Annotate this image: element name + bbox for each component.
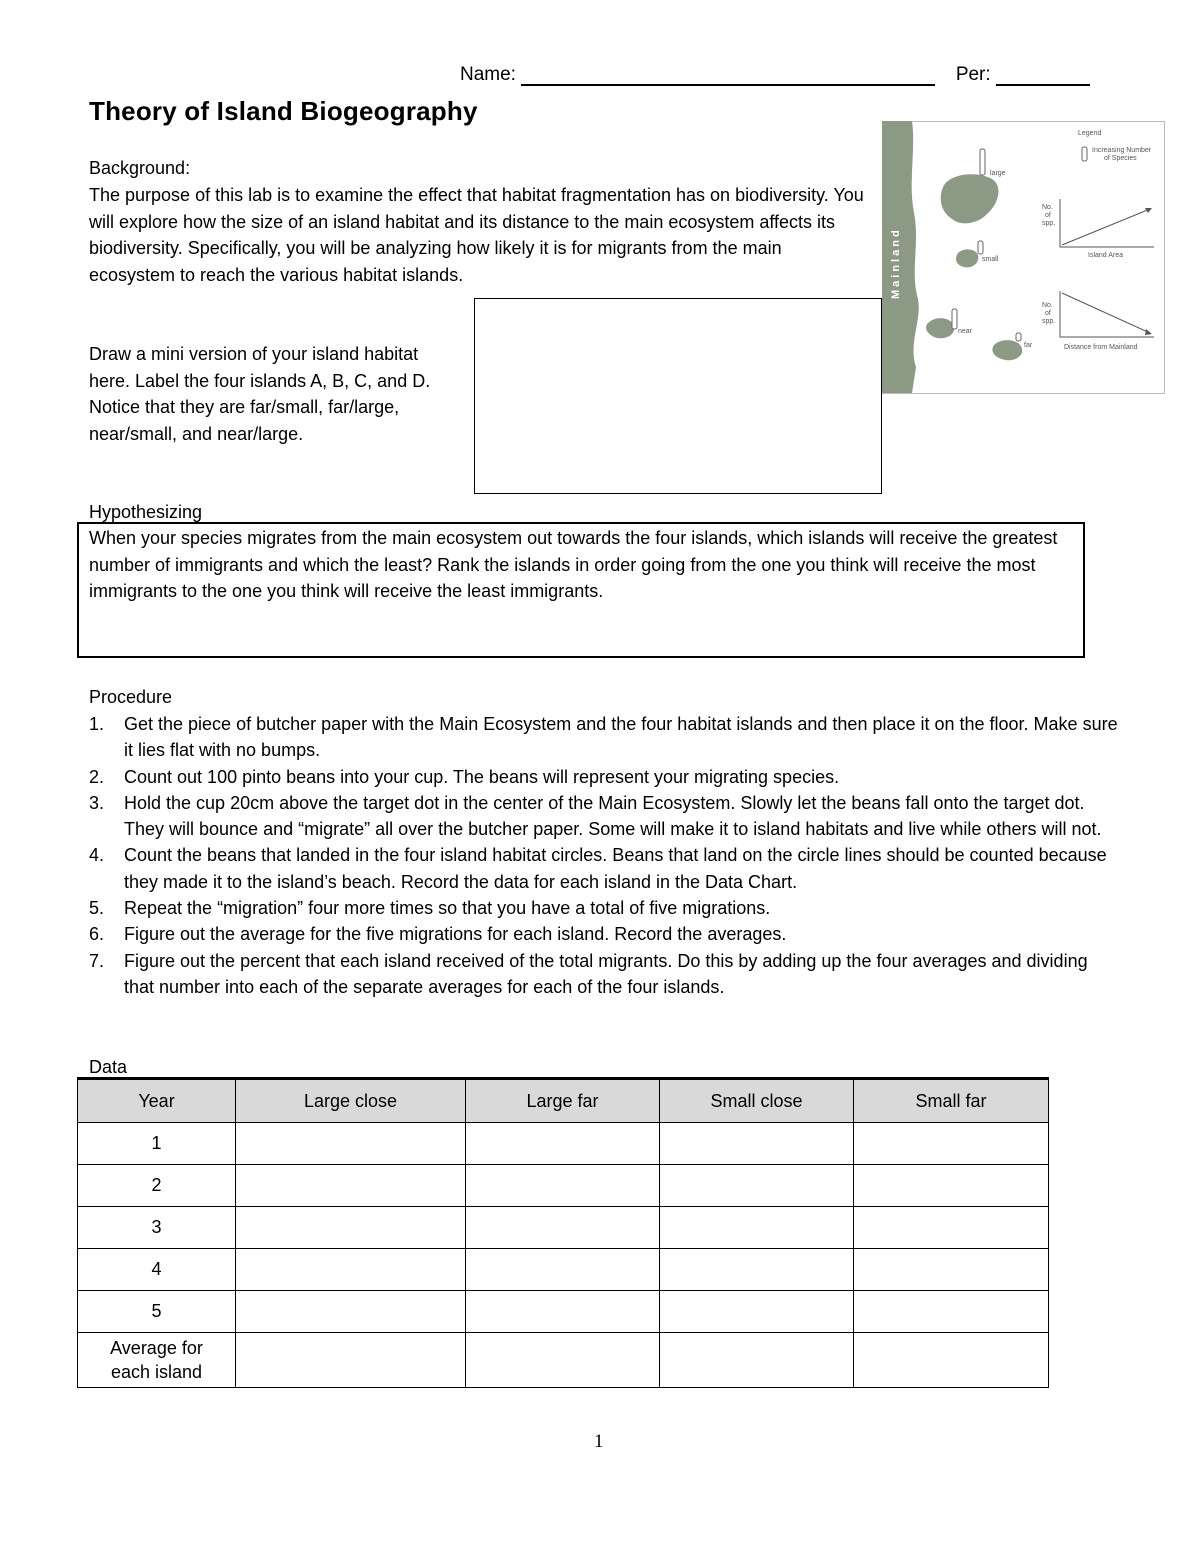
- data-cell[interactable]: [854, 1291, 1049, 1333]
- row-label: 1: [78, 1123, 236, 1165]
- table-row: [78, 1249, 1049, 1291]
- island-far-label: far: [1024, 342, 1033, 349]
- data-label: Data: [89, 1057, 128, 1077]
- table-row: [78, 1291, 1049, 1333]
- hypothesizing-label: Hypothesizing: [89, 502, 203, 522]
- graph2-ylabel-2: of: [1045, 310, 1051, 317]
- step-text: Repeat the “migration” four more times so that you have a total of five migrations.: [124, 898, 771, 919]
- species-bar-large-icon: [980, 149, 985, 175]
- data-cell[interactable]: [466, 1249, 660, 1291]
- drawing-box[interactable]: [474, 298, 882, 494]
- average-row-label: [78, 1333, 236, 1388]
- data-cell[interactable]: [660, 1123, 854, 1165]
- data-cell[interactable]: [466, 1165, 660, 1207]
- per-blank[interactable]: [996, 64, 1090, 86]
- column-header-large-far: Large far: [466, 1079, 660, 1123]
- name-blank[interactable]: [521, 64, 935, 86]
- procedure-step: [89, 948, 1119, 1001]
- island-biogeography-figure: [882, 121, 1165, 394]
- legend-bar-icon: [1082, 147, 1087, 161]
- graph1-ylabel-1: No.: [1042, 204, 1053, 211]
- procedure-step: [89, 790, 1119, 843]
- row-label: 2: [78, 1165, 236, 1207]
- data-cell[interactable]: [236, 1165, 466, 1207]
- legend-title: Legend: [1078, 130, 1102, 137]
- step-number: 4.: [89, 845, 105, 866]
- data-cell[interactable]: [854, 1123, 1049, 1165]
- page-number: 1: [594, 1431, 604, 1452]
- procedure-step: [89, 895, 1119, 921]
- column-header-small-far: Small far: [854, 1079, 1049, 1123]
- data-cell[interactable]: [466, 1123, 660, 1165]
- step-number: 2.: [89, 766, 105, 787]
- step-text: Count the beans that landed in the four island habitat circles. Beans that land on the circle lines should be counted because they made it to the island’s beach. Record the data for each island in the Data Chart.: [124, 845, 1107, 892]
- per-label: Per:: [955, 64, 991, 85]
- step-text: Get the piece of butcher paper with the Main Ecosystem and the four habitat islands and then place it on the floor. Make sure it lies flat with no bumps.: [124, 714, 1118, 761]
- background-label: Background:: [89, 158, 191, 178]
- data-cell[interactable]: [854, 1207, 1049, 1249]
- name-label: Name:: [460, 64, 516, 85]
- row-label: 4: [78, 1249, 236, 1291]
- draw-instructions: Draw a mini version of your island habitat here. Label the four islands A, B, C, and D. Notice that they are far/small, far/large, near/small, and near/large.: [89, 344, 431, 444]
- hypothesizing-text: When your species migrates from the main ecosystem out towards the four islands, which islands will receive the greatest number of immigrants and which the least? Rank the islands in order going from the one you think will receive the most immigrants to the one you think will receive the least immigrants.: [89, 528, 1058, 601]
- table-row: [78, 1165, 1049, 1207]
- average-label-line-2: each island: [110, 1362, 203, 1382]
- data-cell[interactable]: [236, 1123, 466, 1165]
- graph2-ylabel-1: No.: [1042, 302, 1053, 309]
- data-cell[interactable]: [660, 1207, 854, 1249]
- column-header-year: Year: [78, 1079, 236, 1123]
- data-cell[interactable]: [236, 1333, 466, 1388]
- procedure-step: [89, 842, 1119, 895]
- procedure-step: [89, 764, 1119, 790]
- graph1-ylabel-3: spp.: [1042, 220, 1056, 227]
- name-per-line: [460, 64, 1090, 86]
- step-number: 6.: [89, 924, 105, 945]
- table-header-row: [78, 1079, 1049, 1123]
- step-number: 7.: [89, 950, 105, 971]
- background-text: The purpose of this lab is to examine the effect that habitat fragmentation has on biodiversity. You will explore how the size of an island habitat and its distance to the main ecosystem affects its biodiversity. Specifically, you will be analyzing how likely it is for migrants from the main ecosystem to reach the various habitat islands.: [89, 185, 864, 285]
- data-cell[interactable]: [466, 1291, 660, 1333]
- average-label-line-1: Average for: [110, 1338, 203, 1358]
- data-cell[interactable]: [660, 1291, 854, 1333]
- data-cell[interactable]: [236, 1291, 466, 1333]
- island-large-label: large: [990, 170, 1006, 177]
- step-text: Hold the cup 20cm above the target dot in the center of the Main Ecosystem. Slowly let the beans fall onto the target dot. They will bounce and “migrate” all over the butcher paper. Some will make it to island habitats and live while others will not.: [124, 792, 1102, 840]
- step-number: 3.: [89, 792, 105, 813]
- row-label: 5: [78, 1291, 236, 1333]
- data-cell[interactable]: [854, 1333, 1049, 1388]
- data-cell[interactable]: [660, 1333, 854, 1388]
- procedure-label: Procedure: [89, 687, 173, 707]
- data-cell[interactable]: [854, 1249, 1049, 1291]
- island-small-label: small: [982, 256, 999, 263]
- table-row: [78, 1123, 1049, 1165]
- procedure-list: [89, 711, 1119, 1000]
- step-text: Figure out the percent that each island received of the total migrants. Do this by adding up the four averages and dividing that number into each of the separate averages for each of the four islands.: [124, 950, 1088, 997]
- species-bar-far-icon: [1016, 333, 1021, 341]
- average-row: [78, 1333, 1049, 1388]
- column-header-large-close: Large close: [236, 1079, 466, 1123]
- data-cell[interactable]: [466, 1207, 660, 1249]
- step-number: 1.: [89, 714, 105, 734]
- page-title: Theory of Island Biogeography: [89, 96, 478, 126]
- step-number: 5.: [89, 898, 105, 919]
- procedure-step: [89, 921, 1119, 947]
- graph2-xlabel: Distance from Mainland: [1064, 344, 1138, 351]
- table-row: [78, 1207, 1049, 1249]
- data-cell[interactable]: [236, 1207, 466, 1249]
- data-cell[interactable]: [466, 1333, 660, 1388]
- data-cell[interactable]: [236, 1249, 466, 1291]
- legend-text-1: Increasing Number: [1092, 147, 1152, 154]
- graph2-ylabel-3: spp.: [1042, 318, 1056, 325]
- data-cell[interactable]: [854, 1165, 1049, 1207]
- graph1-ylabel-2: of: [1045, 212, 1051, 219]
- island-near-label: near: [958, 328, 973, 335]
- row-label: 3: [78, 1207, 236, 1249]
- step-text: Count out 100 pinto beans into your cup. The beans will represent your migrating species.: [124, 766, 840, 787]
- species-bar-near-icon: [952, 309, 957, 329]
- species-bar-small-icon: [978, 241, 983, 254]
- procedure-step: [89, 711, 1119, 764]
- step-text: Figure out the average for the five migrations for each island. Record the averages.: [124, 924, 787, 945]
- data-cell[interactable]: [660, 1165, 854, 1207]
- legend-text-2: of Species: [1104, 155, 1137, 162]
- data-cell[interactable]: [660, 1249, 854, 1291]
- column-header-small-close: Small close: [660, 1079, 854, 1123]
- data-table: [77, 1077, 1049, 1388]
- graph1-xlabel: Island Area: [1088, 252, 1124, 259]
- mainland-label: Mainland: [890, 227, 902, 299]
